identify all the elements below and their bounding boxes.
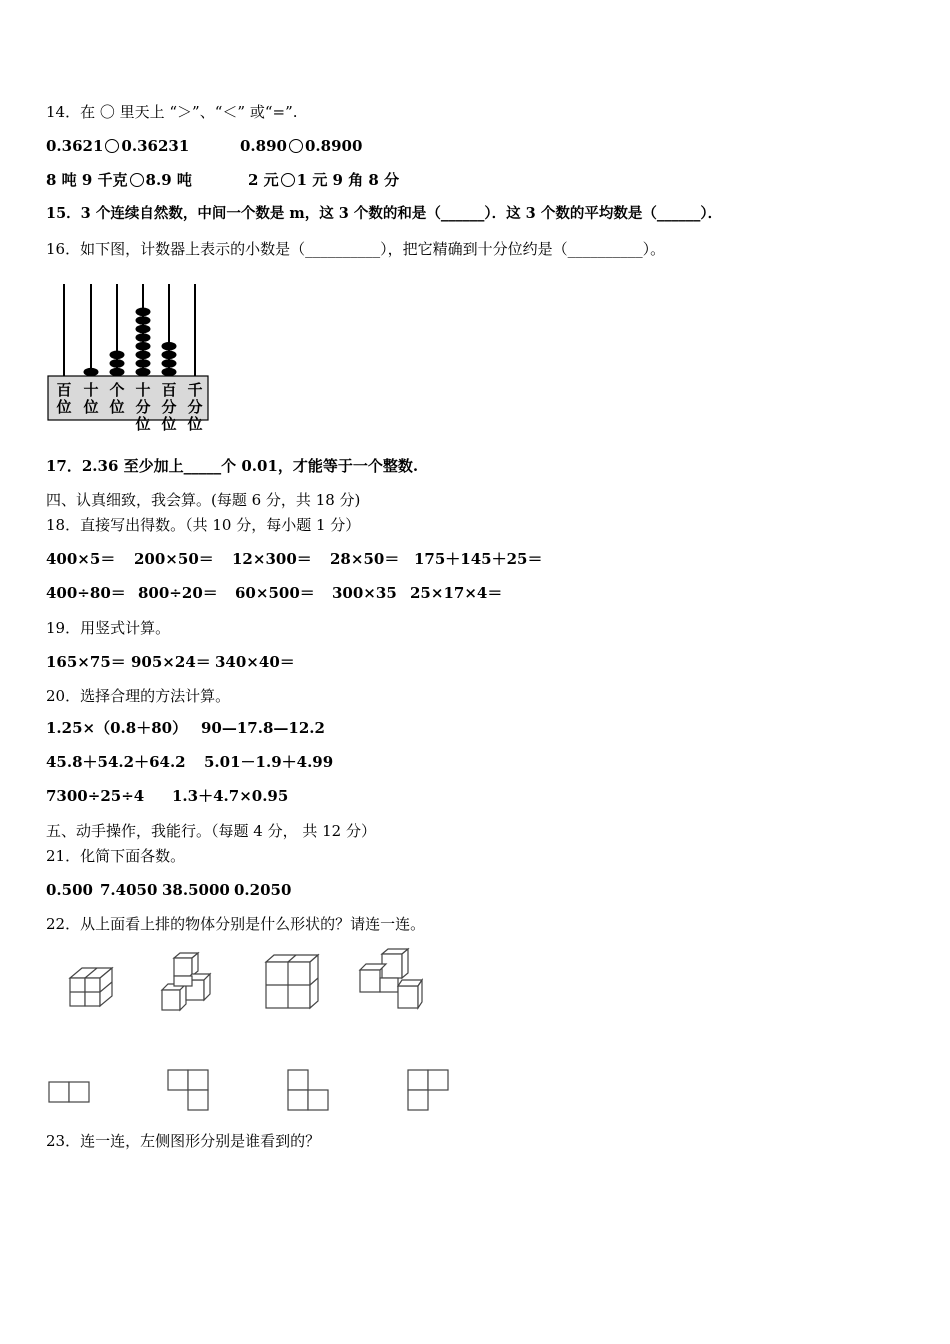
abacus-place-label: 十	[83, 381, 99, 399]
q19-c2: 905×24＝	[131, 653, 211, 671]
abacus-place-label: 分	[187, 398, 203, 416]
compare-circle[interactable]	[289, 139, 303, 153]
compare-circle[interactable]	[130, 173, 144, 187]
abacus-bead	[110, 359, 125, 368]
q20-a2: 90—17.8—12.2	[201, 719, 325, 737]
top-view-3[interactable]	[286, 1068, 332, 1114]
q20-b1: 45.8＋54.2＋64.2	[46, 753, 186, 771]
cube-figure-2[interactable]	[160, 950, 230, 1014]
abacus-bead	[136, 308, 151, 317]
q20-b2: 5.01－1.9＋4.99	[204, 753, 334, 771]
abacus-figure	[40, 278, 220, 438]
abacus-bead	[162, 351, 177, 360]
compare-circle[interactable]	[105, 139, 119, 153]
q14-a-right: 0.36231	[121, 137, 190, 155]
abacus-place-label: 分	[135, 398, 151, 416]
cube-figure-4[interactable]	[356, 946, 426, 1012]
abacus-place-label: 个	[109, 381, 125, 399]
abacus-bead	[136, 325, 151, 334]
q15: 15．3 个连续自然数，中间一个数是 m，这 3 个数的和是（______）．这 3 个数的平均数是（______）．	[46, 205, 723, 222]
abacus-bead	[136, 351, 151, 360]
abacus-place-label: 位	[135, 415, 151, 433]
top-view-4[interactable]	[406, 1068, 454, 1114]
abacus-bead	[110, 368, 125, 377]
q16: 16．如下图，计数器上表示的小数是（__________），把它精确到十分位约是（__________）。	[46, 240, 666, 258]
q23: 23．连一连，左侧图形分别是谁看到的？	[46, 1132, 321, 1150]
compare-circle[interactable]	[281, 173, 295, 187]
abacus-base	[48, 376, 208, 420]
abacus-place-label: 位	[56, 398, 72, 416]
q14-b-left: 0.890	[240, 137, 287, 155]
q18-c3: 12×300＝	[232, 550, 312, 568]
section-4-heading: 四、认真细致，我会算。(每题 6 分，共 18 分)	[46, 491, 361, 509]
q18: 18．直接写出得数。（共 10 分，每小题 1 分）	[46, 516, 361, 534]
q14-a-left: 0.3621	[46, 137, 104, 155]
q19-c3: 340×40＝	[215, 653, 295, 671]
abacus-bead	[84, 368, 99, 377]
abacus-bead	[162, 368, 177, 377]
q18-d4: 300×35	[332, 584, 397, 602]
abacus-place-label: 千	[187, 381, 203, 399]
top-view-1[interactable]	[48, 1080, 92, 1106]
abacus-place-label: 位	[109, 398, 125, 416]
q21-c4: 0.2050	[234, 881, 292, 899]
abacus-place-label: 位	[187, 415, 203, 433]
q14-row-1	[46, 136, 189, 156]
top-view-2[interactable]	[166, 1068, 212, 1114]
q18-c2: 200×50＝	[134, 550, 214, 568]
abacus-bead	[136, 316, 151, 325]
q17: 17．2.36 至少加上_____个 0.01，才能等于一个整数.	[46, 457, 419, 475]
q18-c4: 28×50＝	[330, 550, 400, 568]
q14-d-right: 1 元 9 角 8 分	[296, 171, 400, 189]
abacus-bead	[136, 359, 151, 368]
abacus-bead	[162, 359, 177, 368]
q21: 21．化简下面各数。	[46, 847, 186, 865]
abacus-bead	[162, 342, 177, 351]
abacus-bead	[136, 368, 151, 377]
q14-row-1b	[240, 136, 362, 156]
q18-d3: 60×500＝	[235, 584, 315, 602]
q20-a1: 1.25×（0.8＋80）	[46, 719, 188, 737]
q14-d-left: 2 元	[248, 171, 279, 189]
abacus-place-label: 十	[135, 381, 151, 399]
abacus-place-label: 百	[161, 381, 177, 399]
q14-row-2b	[248, 170, 399, 190]
q18-c1: 400×5＝	[46, 550, 116, 568]
q22: 22．从上面看上排的物体分别是什么形状的？请连一连。	[46, 915, 426, 933]
q20-c2: 1.3＋4.7×0.95	[172, 787, 289, 805]
abacus-bead	[136, 333, 151, 342]
q21-c3: 38.5000	[162, 881, 230, 899]
section-5-heading: 五、动手操作，我能行。（每题 4 分， 共 12 分）	[46, 822, 376, 840]
q19: 19．用竖式计算。	[46, 619, 171, 637]
q20-c1: 7300÷25÷4	[46, 787, 145, 805]
abacus-bead	[110, 351, 125, 360]
cube-figure-3[interactable]	[262, 952, 324, 1012]
q20: 20．选择合理的方法计算。	[46, 687, 231, 705]
q14-b-right: 0.8900	[304, 137, 363, 155]
q18-c5: 175＋145＋25＝	[414, 550, 543, 568]
q18-d5: 25×17×4＝	[410, 584, 503, 602]
abacus-place-label: 位	[83, 398, 99, 416]
abacus-bead	[136, 342, 151, 351]
abacus-place-label: 位	[161, 415, 177, 433]
abacus-place-label: 百	[56, 381, 72, 399]
cube-figure-1[interactable]	[64, 964, 128, 1012]
q19-c1: 165×75＝	[46, 653, 126, 671]
q14-row-2	[46, 170, 192, 190]
q18-d2: 800÷20＝	[138, 584, 218, 602]
q21-c2: 7.4050	[100, 881, 158, 899]
q18-d1: 400÷80＝	[46, 584, 126, 602]
q21-c1: 0.500	[46, 881, 93, 899]
q14-c-left: 8 吨 9 千克	[46, 171, 128, 189]
abacus-place-label: 分	[161, 398, 177, 416]
q14-c-right: 8.9 吨	[145, 171, 192, 189]
q14-title: 14．在 〇 里天上 “＞”、“＜” 或“=”.	[46, 103, 298, 121]
